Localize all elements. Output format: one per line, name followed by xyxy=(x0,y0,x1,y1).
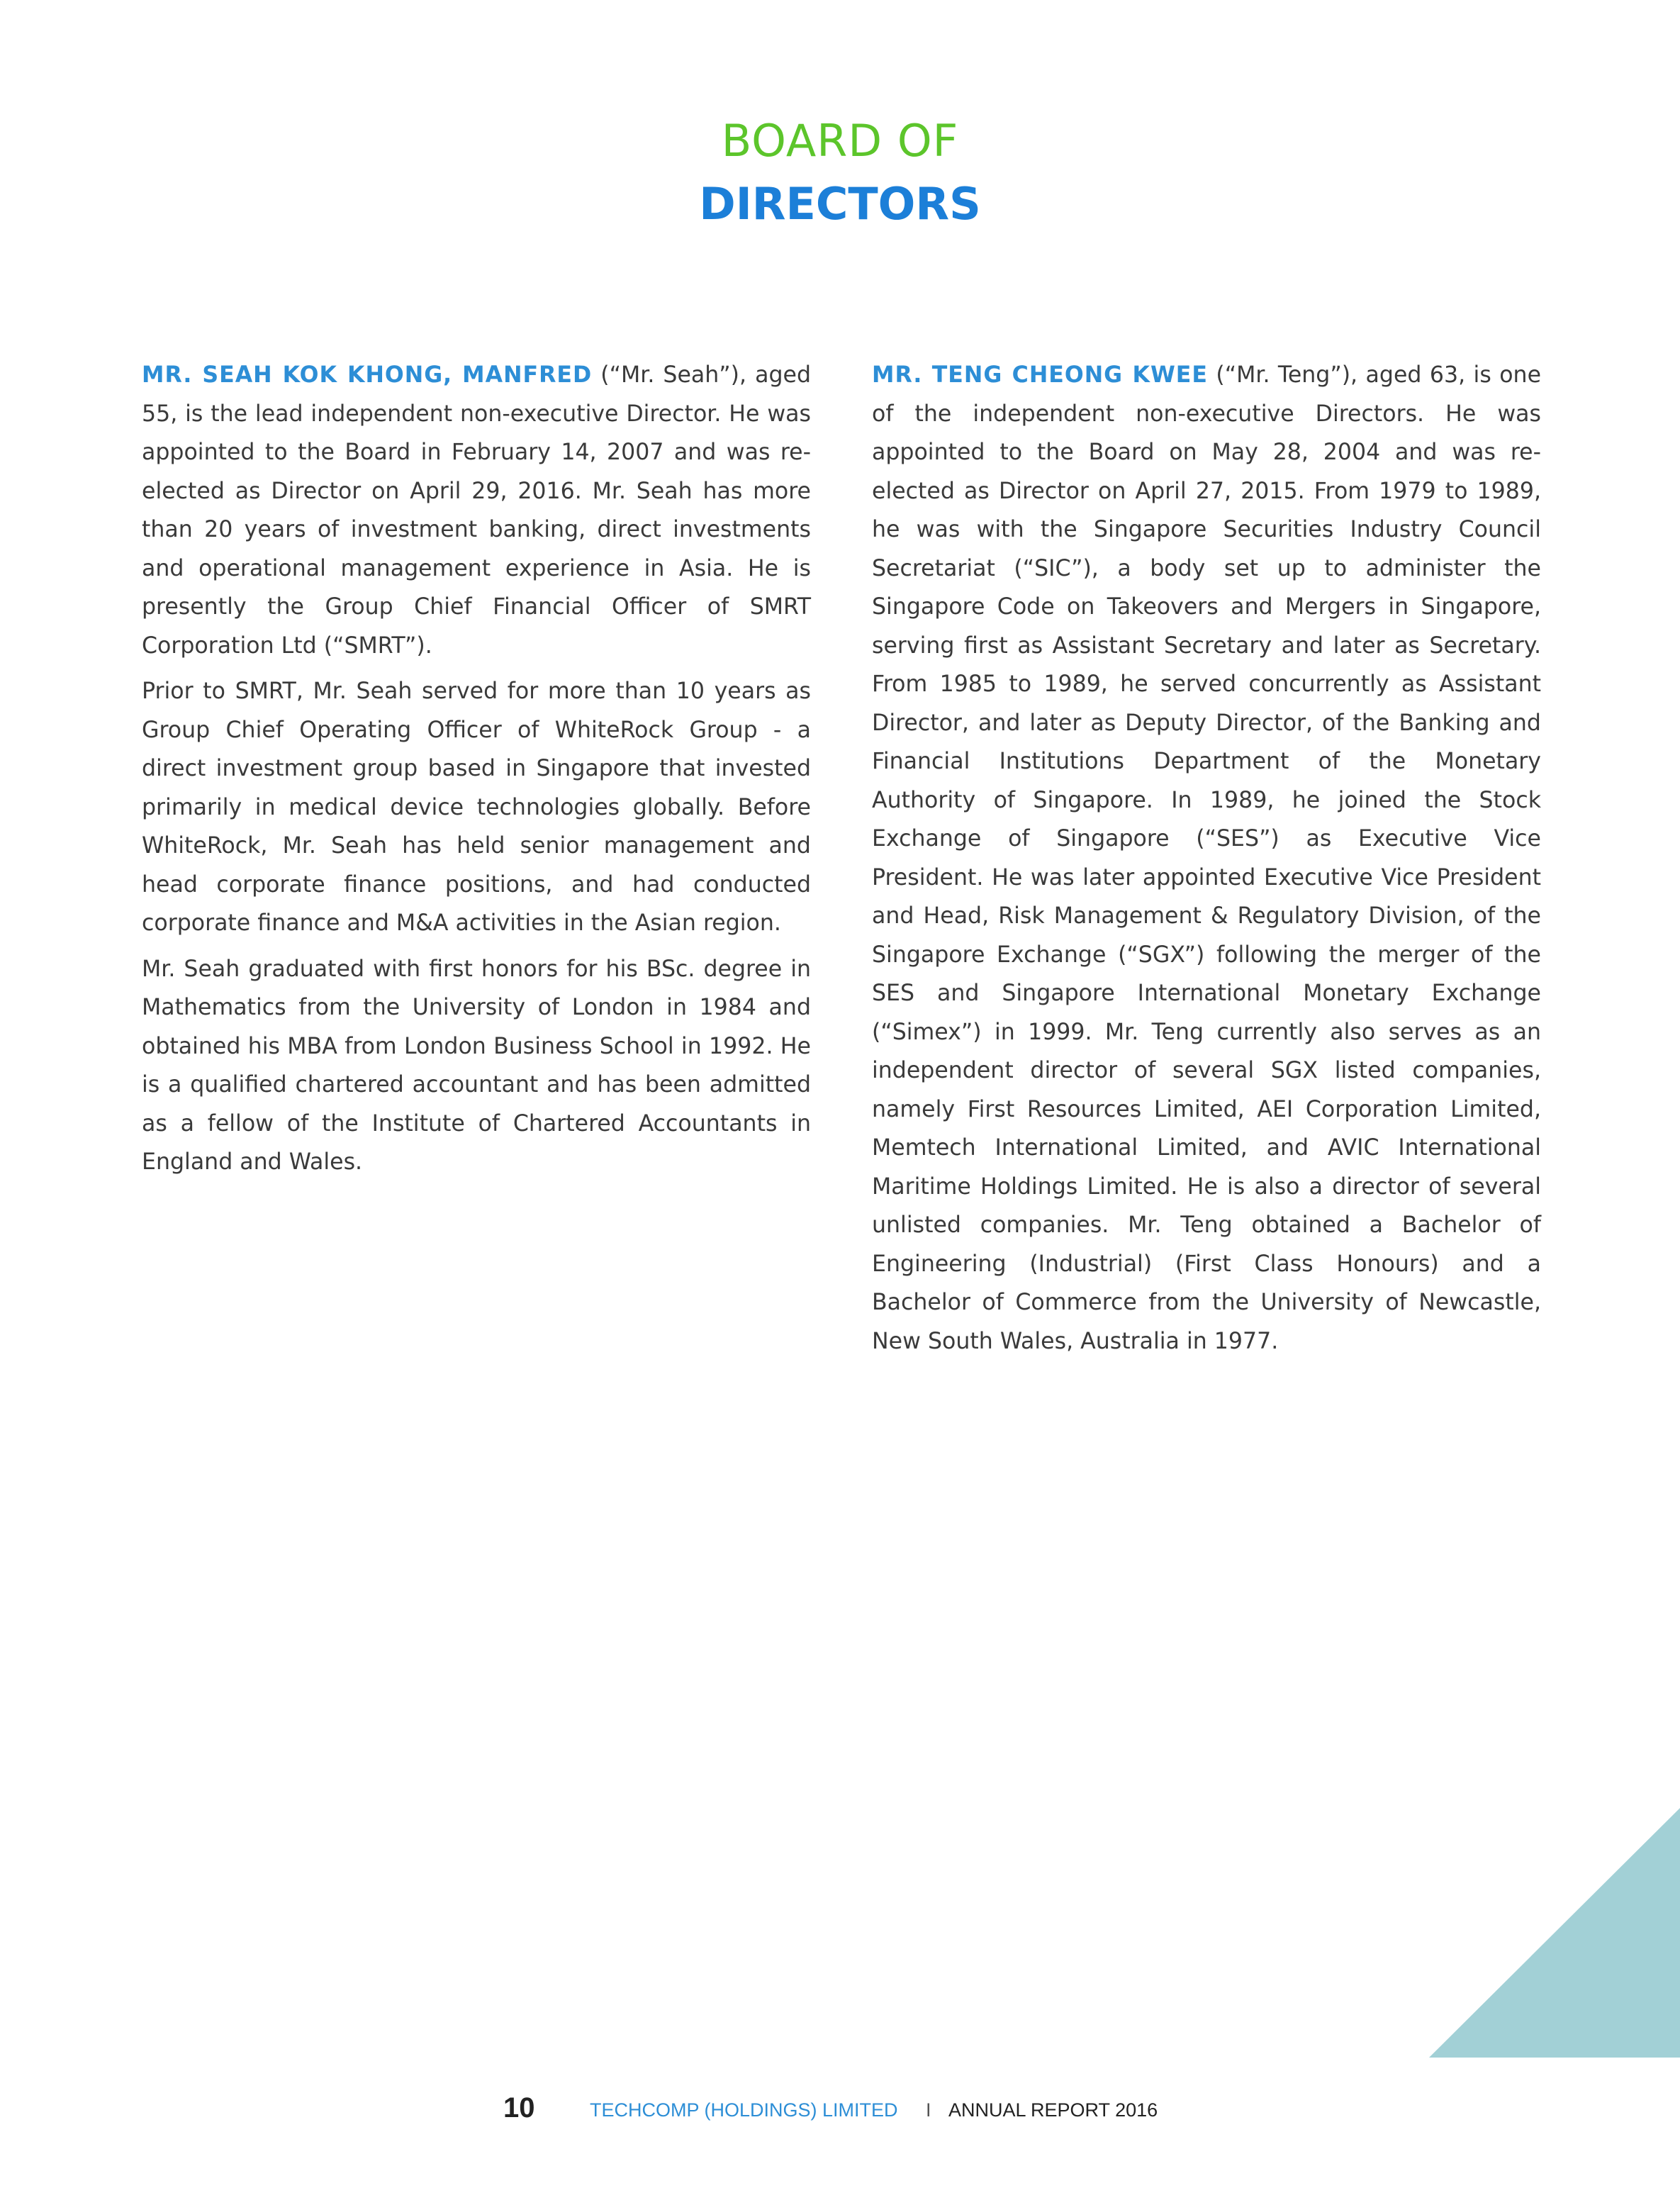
director-name: MR. SEAH KOK KHONG, MANFRED xyxy=(142,362,593,388)
corner-triangle-decoration xyxy=(1429,1808,1680,2058)
page-title xyxy=(0,112,1680,238)
bio-paragraph: Prior to SMRT, Mr. Seah served for more than 10 years as Group Chief Operating Officer of WhiteRock Group - a direct investment group based in Singapore that invested primarily in medical device technologies globally. Before WhiteRock, Mr. Seah has held senior management and head corporate finance positions, and had conducted corporate finance and M&A activities in the Asian region. xyxy=(142,679,811,936)
bio-paragraph xyxy=(872,356,1541,1361)
title-board-of: BOARD OF xyxy=(721,115,959,167)
bio-paragraph xyxy=(142,356,811,665)
director-bio-teng xyxy=(872,356,1541,1368)
page-footer xyxy=(0,2090,1680,2126)
bio-paragraph: Mr. Seah graduated with first honors for his BSc. degree in Mathematics from the University of London in 1984 and obtained his MBA from London Business School in 1992. He is a qualified chartered accountant and has been admitted as a fellow of the Institute of Chartered Accountants in England and Wales. xyxy=(142,956,811,1175)
page-number: 10 xyxy=(503,2092,535,2123)
director-bio-seah xyxy=(142,356,811,1189)
company-name: TECHCOMP (HOLDINGS) LIMITED xyxy=(590,2099,898,2121)
bio-text: (“Mr. Teng”), aged 63, is one of the independent non-executive Directors. He was appointed to the Board on May 28, 2004 and was re-elected as Director on April 27, 2015. From 1979 to 1989, he was with the Singapore Securities Industry Council Secretariat (“SIC”), a body set up to administer the Singapore Code on Takeovers and Mergers in Singapore, serving first as Assistant Secretary and later as Secretary. From 1985 to 1989, he served concurrently as Assistant Director, and later as Deputy Director, of the Banking and Financial Institutions Department of the Monetary Authority of Singapore. In 1989, he joined the Stock Exchange of Singapore (“SES”) as Executive Vice President. He was later appointed Executive Vice President and Head, Risk Management & Regulatory Division, of the Singapore Exchange (“SGX”) following the merger of the SES and Singapore International Monetary Exchange (“Simex”) in 1999. Mr. Teng currently also serves as an independent director of several SGX listed companies, namely First Resources Limited, AEI Corporation Limited, Memtech International Limited, and AVIC International Maritime Holdings Limited. He is also a director of several unlisted companies. Mr. Teng obtained a Bachelor of Engineering (Industrial) (First Class Honours) and a Bachelor of Commerce from the University of Newcastle, New South Wales, Australia in 1977. xyxy=(872,362,1542,1354)
title-directors: DIRECTORS xyxy=(699,178,981,230)
footer-separator: I xyxy=(926,2099,931,2121)
bio-text: (“Mr. Seah”), aged 55, is the lead independent non-executive Director. He was appointed to the Board in February 14, 2007 and was re-elected as Director on April 29, 2016. Mr. Seah has more than 20 years of investment banking, direct investments and operational management experience in Asia. He is presently the Group Chief Financial Officer of SMRT Corporation Ltd (“SMRT”). xyxy=(142,362,811,659)
report-title: ANNUAL REPORT 2016 xyxy=(948,2099,1158,2121)
director-name: MR. TENG CHEONG KWEE xyxy=(872,362,1208,388)
